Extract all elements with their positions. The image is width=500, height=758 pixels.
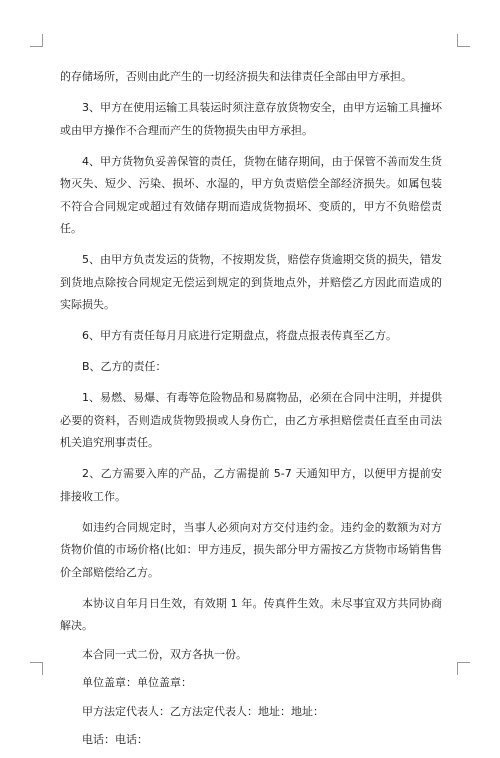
paragraph-clause-6: 6、甲方有责任每月月底进行定期盘点，将盘点报表传真至乙方。 <box>82 329 397 342</box>
paragraph-breach-penalty: 如违约合同规定时，当事人必须向对方交付违约金。违约金的数额为对方货物价值的市场价格(比如：甲方违反，损失部分甲方需按乙方货物市场销售售价全部赔偿给乙方。 <box>60 520 442 579</box>
paragraph-effective-date: 本协议自年月日生效，有效期 1 年。传真件生效。未尽事宜双方共同协商解决。 <box>60 596 442 632</box>
crop-mark-top-right <box>457 34 470 47</box>
signature-phone-line: 电话：电话： <box>82 733 148 746</box>
paragraph-party-b-clause-2: 2、乙方需要入库的产品，乙方需提前 5-7 天通知甲方，以便甲方提前安排接收工作。 <box>60 467 442 503</box>
paragraph-clause-5: 5、由甲方负责发运的货物，不按期发货，赔偿存货逾期交货的损失，错发到货地点除按合同规定无偿运到规定的到货地点外，并赔偿乙方因此而造成的实际损失。 <box>60 253 442 311</box>
crop-mark-top-left <box>30 34 43 47</box>
crop-mark-bottom-left <box>30 662 43 675</box>
signature-seal-line: 单位盖章：单位盖章： <box>82 676 192 689</box>
document-body <box>60 66 442 758</box>
paragraph-clause-4: 4、甲方货物负妥善保管的责任，货物在储存期间，由于保管不善而发生货物灭失、短少、污染、损坏、水湿的，甲方负责赔偿全部经济损失。如属包装不符合合同规定或超过有效储存期而造成货物损坏、变质的，甲方不负赔偿责任。 <box>60 154 442 235</box>
paragraph-party-b-clause-1: 1、易燃、易爆、有毒等危险物品和易腐物品，必须在合同中注明，并提供必要的资料，否则造成货物毁损或人身伤亡，由乙方承担赔偿责任直至由司法机关追究刑事责任。 <box>60 391 442 449</box>
paragraph-clause-3: 3、甲方在使用运输工具装运时须注意存放货物安全，由甲方运输工具撞坏或由甲方操作不合理而产生的货物损失由甲方承担。 <box>60 101 442 137</box>
paragraph-copies: 本合同一式二份，双方各执一份。 <box>82 647 247 661</box>
crop-mark-bottom-right <box>457 662 470 675</box>
signature-representative-line: 甲方法定代表人：乙方法定代表人：地址：地址： <box>82 704 324 718</box>
paragraph-storage-continuation: 的存储场所，否则由此产生的一切经济损失和法律责任全部由甲方承担。 <box>60 70 412 83</box>
section-heading-party-b: B、乙方的责任： <box>82 360 167 373</box>
